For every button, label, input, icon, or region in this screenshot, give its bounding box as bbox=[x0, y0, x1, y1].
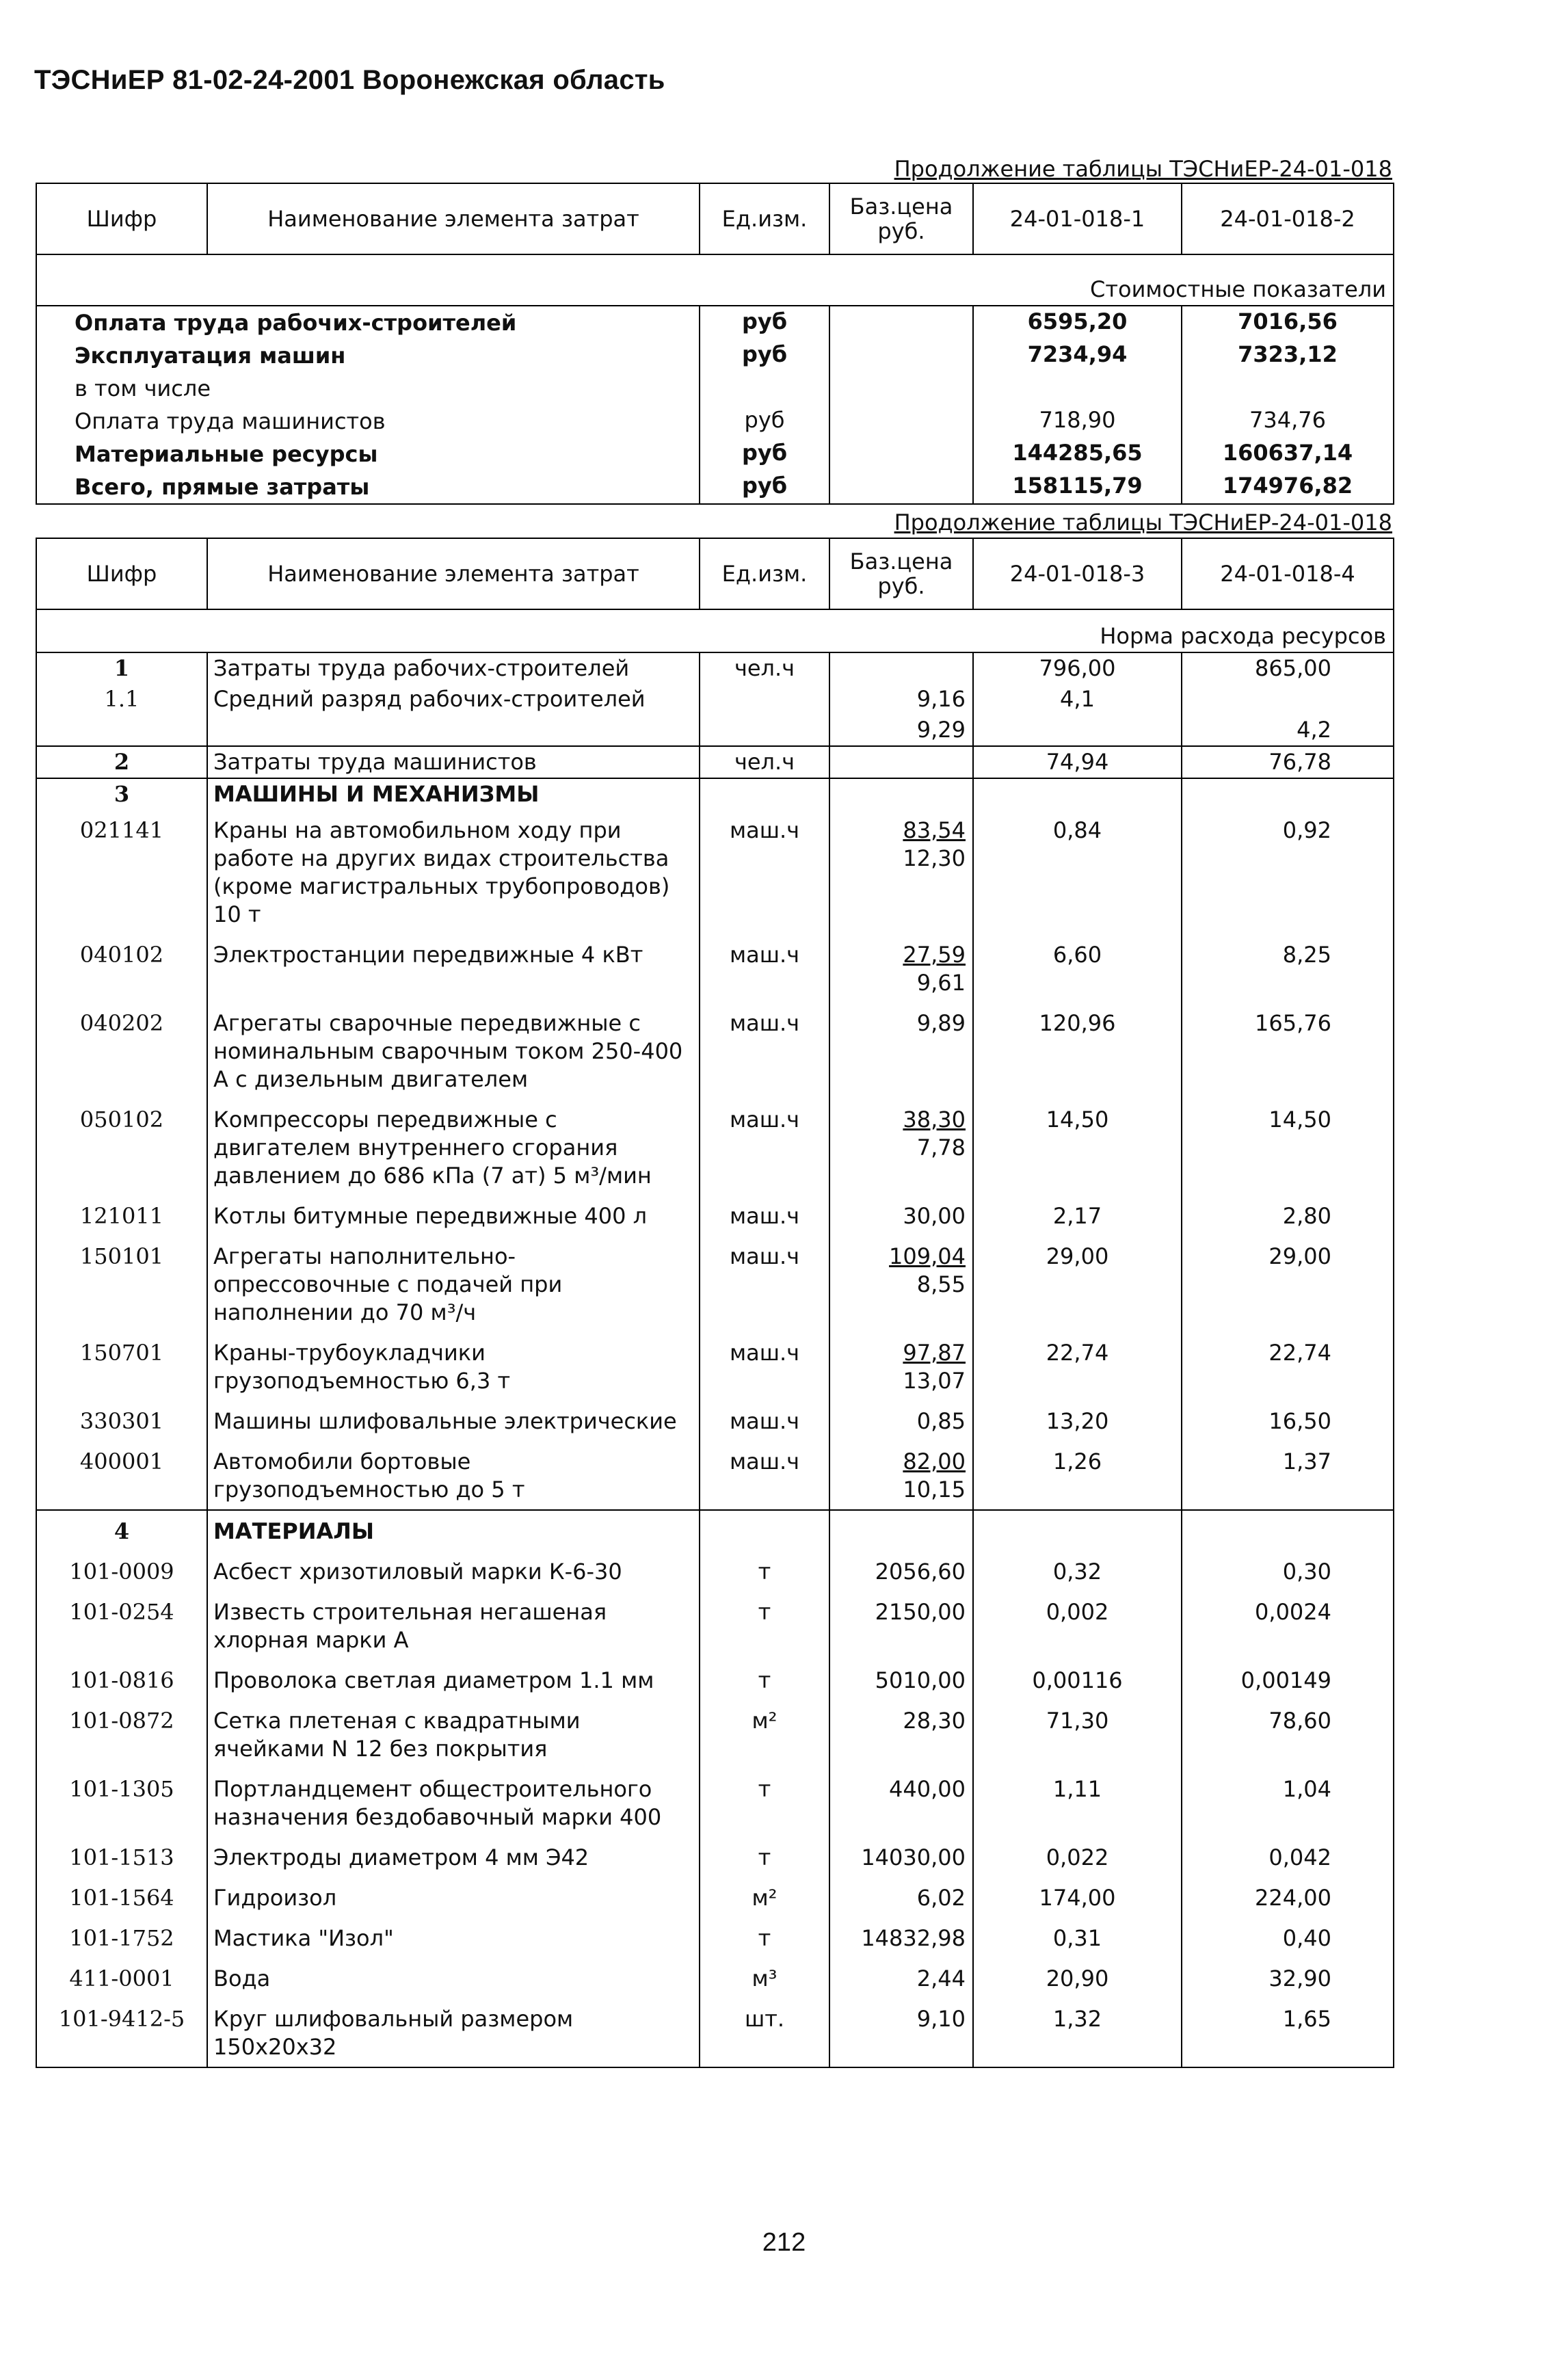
row-value-4 bbox=[1182, 1510, 1394, 1551]
base-price: 30,00 bbox=[903, 1203, 966, 1229]
row-name: Сетка плетеная с квадратными ячейками N 12 без покрытия bbox=[207, 1700, 700, 1769]
table-row bbox=[36, 1998, 1394, 2067]
row-name: Затраты труда машинистов bbox=[207, 746, 700, 778]
table-row bbox=[36, 1591, 1394, 1660]
row-value-3: 0,00116 bbox=[973, 1660, 1182, 1700]
row-value-3: 0,32 bbox=[973, 1551, 1182, 1591]
row-value-4: 22,74 bbox=[1182, 1332, 1394, 1401]
row-unit: т bbox=[700, 1769, 829, 1837]
header-col-1: 24-01-018-1 bbox=[973, 183, 1182, 254]
table-row bbox=[36, 746, 1394, 778]
row-unit: маш.ч bbox=[700, 934, 829, 1003]
row-value-4: 2,80 bbox=[1182, 1195, 1394, 1236]
row-value-1: 6595,20 bbox=[973, 306, 1182, 339]
table-row bbox=[36, 306, 1394, 339]
base-price: 2150,00 bbox=[875, 1599, 966, 1625]
row-value-3 bbox=[973, 715, 1182, 746]
row-name: Материальные ресурсы bbox=[36, 438, 700, 471]
header-base-price: Баз.цена руб. bbox=[829, 538, 973, 609]
row-value-4: 224,00 bbox=[1182, 1877, 1394, 1918]
row-value-4: 0,042 bbox=[1182, 1837, 1394, 1877]
row-value-4: 78,60 bbox=[1182, 1700, 1394, 1769]
table-row bbox=[36, 1551, 1394, 1591]
table-row bbox=[36, 652, 1394, 684]
row-value-4: 0,40 bbox=[1182, 1918, 1394, 1958]
row-unit: чел.ч bbox=[700, 652, 829, 684]
base-price-secondary: 8,55 bbox=[916, 1271, 966, 1297]
base-price: 9,29 bbox=[916, 717, 966, 743]
row-value-2: 174976,82 bbox=[1182, 471, 1394, 504]
row-code: 101-1513 bbox=[36, 1837, 207, 1877]
base-price: 27,59 bbox=[903, 942, 966, 968]
row-value-2 bbox=[1182, 372, 1394, 405]
table-row bbox=[36, 1401, 1394, 1441]
row-unit: руб bbox=[700, 306, 829, 339]
row-value-3: 0,84 bbox=[973, 810, 1182, 934]
row-code: 101-0254 bbox=[36, 1591, 207, 1660]
table2-continuation-caption: Продолжение таблицы ТЭСНиЕР-24-01-018 bbox=[894, 509, 1392, 535]
row-code: 021141 bbox=[36, 810, 207, 934]
row-value-3: 22,74 bbox=[973, 1332, 1182, 1401]
row-value-3: 14,50 bbox=[973, 1099, 1182, 1195]
base-price: 9,89 bbox=[916, 1010, 966, 1036]
table-row bbox=[36, 1660, 1394, 1700]
table2-resource-norms bbox=[36, 538, 1394, 2068]
row-value-1: 718,90 bbox=[973, 405, 1182, 438]
base-price: 38,30 bbox=[903, 1107, 966, 1133]
row-base-price-cell bbox=[829, 1332, 973, 1401]
row-value-4: 14,50 bbox=[1182, 1099, 1394, 1195]
table-row bbox=[36, 1769, 1394, 1837]
row-value-2: 7323,12 bbox=[1182, 339, 1394, 372]
table-row bbox=[36, 1877, 1394, 1918]
row-unit: маш.ч bbox=[700, 1236, 829, 1332]
row-value-3: 29,00 bbox=[973, 1236, 1182, 1332]
base-price: 97,87 bbox=[903, 1340, 966, 1366]
row-code bbox=[36, 715, 207, 746]
row-value-3: 174,00 bbox=[973, 1877, 1182, 1918]
row-base-price-cell bbox=[829, 684, 973, 715]
row-name: Оплата труда рабочих-строителей bbox=[36, 306, 700, 339]
row-value-1 bbox=[973, 372, 1182, 405]
base-price-secondary: 12,30 bbox=[903, 845, 966, 871]
row-value-4: 865,00 bbox=[1182, 652, 1394, 684]
row-value-3: 1,26 bbox=[973, 1441, 1182, 1510]
row-name: МАТЕРИАЛЫ bbox=[207, 1510, 700, 1551]
row-name: Машины шлифовальные электрические bbox=[207, 1401, 700, 1441]
row-base-price-cell bbox=[829, 934, 973, 1003]
row-unit bbox=[700, 778, 829, 810]
row-value-4: 1,65 bbox=[1182, 1998, 1394, 2067]
row-value-3: 71,30 bbox=[973, 1700, 1182, 1769]
table-row bbox=[36, 1837, 1394, 1877]
table-row bbox=[36, 1099, 1394, 1195]
row-value-4: 1,37 bbox=[1182, 1441, 1394, 1510]
row-code: 101-1305 bbox=[36, 1769, 207, 1837]
row-unit: чел.ч bbox=[700, 746, 829, 778]
row-value-4: 0,0024 bbox=[1182, 1591, 1394, 1660]
row-name: Круг шлифовальный размером 150х20х32 bbox=[207, 1998, 700, 2067]
table-row bbox=[36, 1510, 1394, 1551]
row-unit: руб bbox=[700, 339, 829, 372]
table-row bbox=[36, 372, 1394, 405]
base-price-secondary: 13,07 bbox=[903, 1368, 966, 1394]
row-unit: руб bbox=[700, 405, 829, 438]
row-code: 101-0009 bbox=[36, 1551, 207, 1591]
row-base-price-cell bbox=[829, 746, 973, 778]
row-unit: маш.ч bbox=[700, 1195, 829, 1236]
row-code: 050102 bbox=[36, 1099, 207, 1195]
row-value-3: 4,1 bbox=[973, 684, 1182, 715]
table-row bbox=[36, 1195, 1394, 1236]
header-base-price: Баз.цена руб. bbox=[829, 183, 973, 254]
base-price: 109,04 bbox=[889, 1243, 966, 1269]
row-value-3 bbox=[973, 1510, 1182, 1551]
table-row bbox=[36, 1918, 1394, 1958]
row-code: 101-9412-5 bbox=[36, 1998, 207, 2067]
base-price: 83,54 bbox=[903, 817, 966, 843]
header-col-3: 24-01-018-3 bbox=[973, 538, 1182, 609]
row-value-3: 1,11 bbox=[973, 1769, 1182, 1837]
row-name: Компрессоры передвижные с двигателем внутреннего сгорания давлением до 686 кПа (7 ат) 5 м³/мин bbox=[207, 1099, 700, 1195]
base-price: 14030,00 bbox=[861, 1844, 966, 1870]
row-unit bbox=[700, 1510, 829, 1551]
row-base-price-cell bbox=[829, 1003, 973, 1099]
row-value-4: 4,2 bbox=[1182, 715, 1394, 746]
row-base-price bbox=[829, 471, 973, 504]
header-code: Шифр bbox=[36, 183, 207, 254]
row-unit: маш.ч bbox=[700, 1332, 829, 1401]
row-unit: м² bbox=[700, 1877, 829, 1918]
row-value-4: 0,92 bbox=[1182, 810, 1394, 934]
row-value-3: 0,022 bbox=[973, 1837, 1182, 1877]
row-unit: маш.ч bbox=[700, 1441, 829, 1510]
row-unit bbox=[700, 684, 829, 715]
base-price: 82,00 bbox=[903, 1448, 966, 1474]
row-unit: м² bbox=[700, 1700, 829, 1769]
base-price: 440,00 bbox=[889, 1776, 966, 1802]
row-name: Котлы битумные передвижные 400 л bbox=[207, 1195, 700, 1236]
row-name: Автомобили бортовые грузоподъемностью до 5 т bbox=[207, 1441, 700, 1510]
row-base-price-cell bbox=[829, 652, 973, 684]
header-unit: Ед.изм. bbox=[700, 183, 829, 254]
row-base-price-cell bbox=[829, 1236, 973, 1332]
row-base-price bbox=[829, 306, 973, 339]
row-unit: маш.ч bbox=[700, 1401, 829, 1441]
row-value-3: 20,90 bbox=[973, 1958, 1182, 1998]
table-row bbox=[36, 1236, 1394, 1332]
base-price: 0,85 bbox=[916, 1408, 966, 1434]
row-unit: шт. bbox=[700, 1998, 829, 2067]
row-code: 330301 bbox=[36, 1401, 207, 1441]
row-unit bbox=[700, 372, 829, 405]
row-base-price-cell bbox=[829, 1918, 973, 1958]
row-value-4: 8,25 bbox=[1182, 934, 1394, 1003]
row-value-4: 0,00149 bbox=[1182, 1660, 1394, 1700]
row-base-price-cell bbox=[829, 1195, 973, 1236]
table-row bbox=[36, 1003, 1394, 1099]
header-name: Наименование элемента затрат bbox=[207, 538, 700, 609]
row-value-3: 1,32 bbox=[973, 1998, 1182, 2067]
row-base-price-cell bbox=[829, 1700, 973, 1769]
row-value-3: 0,002 bbox=[973, 1591, 1182, 1660]
row-name: Эксплуатация машин bbox=[36, 339, 700, 372]
row-base-price-cell bbox=[829, 1401, 973, 1441]
row-name: Агрегаты сварочные передвижные с номинальным сварочным током 250-400 А с дизельным двигателем bbox=[207, 1003, 700, 1099]
row-base-price-cell bbox=[829, 1591, 973, 1660]
table-row bbox=[36, 1332, 1394, 1401]
row-name: Вода bbox=[207, 1958, 700, 1998]
row-code: 1 bbox=[36, 652, 207, 684]
base-price-secondary: 10,15 bbox=[903, 1477, 966, 1503]
row-value-3: 13,20 bbox=[973, 1401, 1182, 1441]
row-code: 2 bbox=[36, 746, 207, 778]
row-value-3: 120,96 bbox=[973, 1003, 1182, 1099]
row-base-price-cell bbox=[829, 1877, 973, 1918]
table-row bbox=[36, 471, 1394, 504]
row-base-price-cell bbox=[829, 1958, 973, 1998]
row-base-price bbox=[829, 372, 973, 405]
table-row bbox=[36, 810, 1394, 934]
base-price: 2056,60 bbox=[875, 1559, 966, 1585]
row-code: 4 bbox=[36, 1510, 207, 1551]
base-price-secondary: 9,61 bbox=[916, 970, 966, 996]
header-col-2: 24-01-018-2 bbox=[1182, 183, 1394, 254]
row-name: Гидроизол bbox=[207, 1877, 700, 1918]
row-unit: т bbox=[700, 1837, 829, 1877]
row-value-3: 74,94 bbox=[973, 746, 1182, 778]
table-row bbox=[36, 438, 1394, 471]
row-unit: т bbox=[700, 1918, 829, 1958]
row-base-price bbox=[829, 405, 973, 438]
row-value-3: 2,17 bbox=[973, 1195, 1182, 1236]
row-name: Электроды диаметром 4 мм Э42 bbox=[207, 1837, 700, 1877]
header-code: Шифр bbox=[36, 538, 207, 609]
row-code: 3 bbox=[36, 778, 207, 810]
row-value-4: 165,76 bbox=[1182, 1003, 1394, 1099]
row-name: Всего, прямые затраты bbox=[36, 471, 700, 504]
row-name: Оплата труда машинистов bbox=[36, 405, 700, 438]
row-unit: маш.ч bbox=[700, 1099, 829, 1195]
row-value-4 bbox=[1182, 778, 1394, 810]
row-value-1: 158115,79 bbox=[973, 471, 1182, 504]
row-code: 150701 bbox=[36, 1332, 207, 1401]
table1-cost-indicators bbox=[36, 183, 1394, 505]
row-name: МАШИНЫ И МЕХАНИЗМЫ bbox=[207, 778, 700, 810]
row-value-4: 32,90 bbox=[1182, 1958, 1394, 1998]
document-title: ТЭСНиЕР 81-02-24-2001 Воронежская область bbox=[34, 65, 665, 95]
row-name: в том числе bbox=[36, 372, 700, 405]
base-price: 9,16 bbox=[916, 686, 966, 712]
row-code: 101-0872 bbox=[36, 1700, 207, 1769]
row-value-1: 144285,65 bbox=[973, 438, 1182, 471]
row-unit bbox=[700, 715, 829, 746]
row-base-price-cell bbox=[829, 715, 973, 746]
row-value-4: 29,00 bbox=[1182, 1236, 1394, 1332]
table-row bbox=[36, 1958, 1394, 1998]
base-price: 9,10 bbox=[916, 2006, 966, 2032]
row-code: 400001 bbox=[36, 1441, 207, 1510]
base-price: 6,02 bbox=[916, 1885, 966, 1911]
header-unit: Ед.изм. bbox=[700, 538, 829, 609]
table-row bbox=[36, 684, 1394, 715]
header-name: Наименование элемента затрат bbox=[207, 183, 700, 254]
row-unit: т bbox=[700, 1551, 829, 1591]
row-unit: т bbox=[700, 1591, 829, 1660]
table-row bbox=[36, 778, 1394, 810]
row-code: 101-1564 bbox=[36, 1877, 207, 1918]
base-price: 28,30 bbox=[903, 1708, 966, 1734]
row-base-price-cell bbox=[829, 778, 973, 810]
row-value-4: 0,30 bbox=[1182, 1551, 1394, 1591]
row-name: Портландцемент общестроительного назначения бездобавочный марки 400 bbox=[207, 1769, 700, 1837]
row-base-price-cell bbox=[829, 1769, 973, 1837]
row-name: Электростанции передвижные 4 кВт bbox=[207, 934, 700, 1003]
table-row bbox=[36, 715, 1394, 746]
row-base-price-cell bbox=[829, 1510, 973, 1551]
row-value-3: 6,60 bbox=[973, 934, 1182, 1003]
row-base-price bbox=[829, 339, 973, 372]
row-name: Агрегаты наполнительно-опрессовочные с подачей при наполнении до 70 м³/ч bbox=[207, 1236, 700, 1332]
row-name: Асбест хризотиловый марки К-6-30 bbox=[207, 1551, 700, 1591]
row-value-1: 7234,94 bbox=[973, 339, 1182, 372]
row-code: 150101 bbox=[36, 1236, 207, 1332]
row-name: Мастика "Изол" bbox=[207, 1918, 700, 1958]
row-base-price-cell bbox=[829, 1441, 973, 1510]
base-price: 5010,00 bbox=[875, 1667, 966, 1693]
row-value-4 bbox=[1182, 684, 1394, 715]
row-value-4: 1,04 bbox=[1182, 1769, 1394, 1837]
base-price: 2,44 bbox=[916, 1965, 966, 1991]
table-row bbox=[36, 1700, 1394, 1769]
row-name: Проволока светлая диаметром 1.1 мм bbox=[207, 1660, 700, 1700]
row-value-2: 734,76 bbox=[1182, 405, 1394, 438]
base-price: 14832,98 bbox=[861, 1925, 966, 1951]
row-value-4: 76,78 bbox=[1182, 746, 1394, 778]
row-code: 411-0001 bbox=[36, 1958, 207, 1998]
row-base-price-cell bbox=[829, 810, 973, 934]
row-base-price bbox=[829, 438, 973, 471]
row-unit: руб bbox=[700, 471, 829, 504]
row-value-4: 16,50 bbox=[1182, 1401, 1394, 1441]
row-base-price-cell bbox=[829, 1837, 973, 1877]
row-value-3: 796,00 bbox=[973, 652, 1182, 684]
base-price-secondary: 7,78 bbox=[916, 1135, 966, 1161]
table-row bbox=[36, 934, 1394, 1003]
row-base-price-cell bbox=[829, 1551, 973, 1591]
section-label: Норма расхода ресурсов bbox=[36, 609, 1394, 652]
row-name: Краны на автомобильном ходу при работе на других видах строительства (кроме магистральных трубопроводов) 10 т bbox=[207, 810, 700, 934]
row-code: 1.1 bbox=[36, 684, 207, 715]
row-code: 101-1752 bbox=[36, 1918, 207, 1958]
row-name: Средний разряд рабочих-строителей bbox=[207, 684, 700, 715]
row-value-3 bbox=[973, 778, 1182, 810]
section-label: Стоимостные показатели bbox=[36, 254, 1394, 306]
row-base-price-cell bbox=[829, 1099, 973, 1195]
row-value-2: 7016,56 bbox=[1182, 306, 1394, 339]
row-base-price-cell bbox=[829, 1998, 973, 2067]
row-unit: т bbox=[700, 1660, 829, 1700]
table-row bbox=[36, 1441, 1394, 1510]
row-base-price-cell bbox=[829, 1660, 973, 1700]
row-code: 040102 bbox=[36, 934, 207, 1003]
header-col-4: 24-01-018-4 bbox=[1182, 538, 1394, 609]
row-name bbox=[207, 715, 700, 746]
table1-continuation-caption: Продолжение таблицы ТЭСНиЕР-24-01-018 bbox=[894, 156, 1392, 182]
row-unit: м³ bbox=[700, 1958, 829, 1998]
row-value-2: 160637,14 bbox=[1182, 438, 1394, 471]
row-name: Затраты труда рабочих-строителей bbox=[207, 652, 700, 684]
table-row bbox=[36, 405, 1394, 438]
row-code: 040202 bbox=[36, 1003, 207, 1099]
row-name: Краны-трубоукладчики грузоподъемностью 6,3 т bbox=[207, 1332, 700, 1401]
row-name: Известь строительная негашеная хлорная марки А bbox=[207, 1591, 700, 1660]
row-code: 101-0816 bbox=[36, 1660, 207, 1700]
table-row bbox=[36, 339, 1394, 372]
row-unit: маш.ч bbox=[700, 1003, 829, 1099]
row-code: 121011 bbox=[36, 1195, 207, 1236]
row-unit: маш.ч bbox=[700, 810, 829, 934]
row-unit: руб bbox=[700, 438, 829, 471]
row-value-3: 0,31 bbox=[973, 1918, 1182, 1958]
page-number: 212 bbox=[762, 2228, 806, 2257]
